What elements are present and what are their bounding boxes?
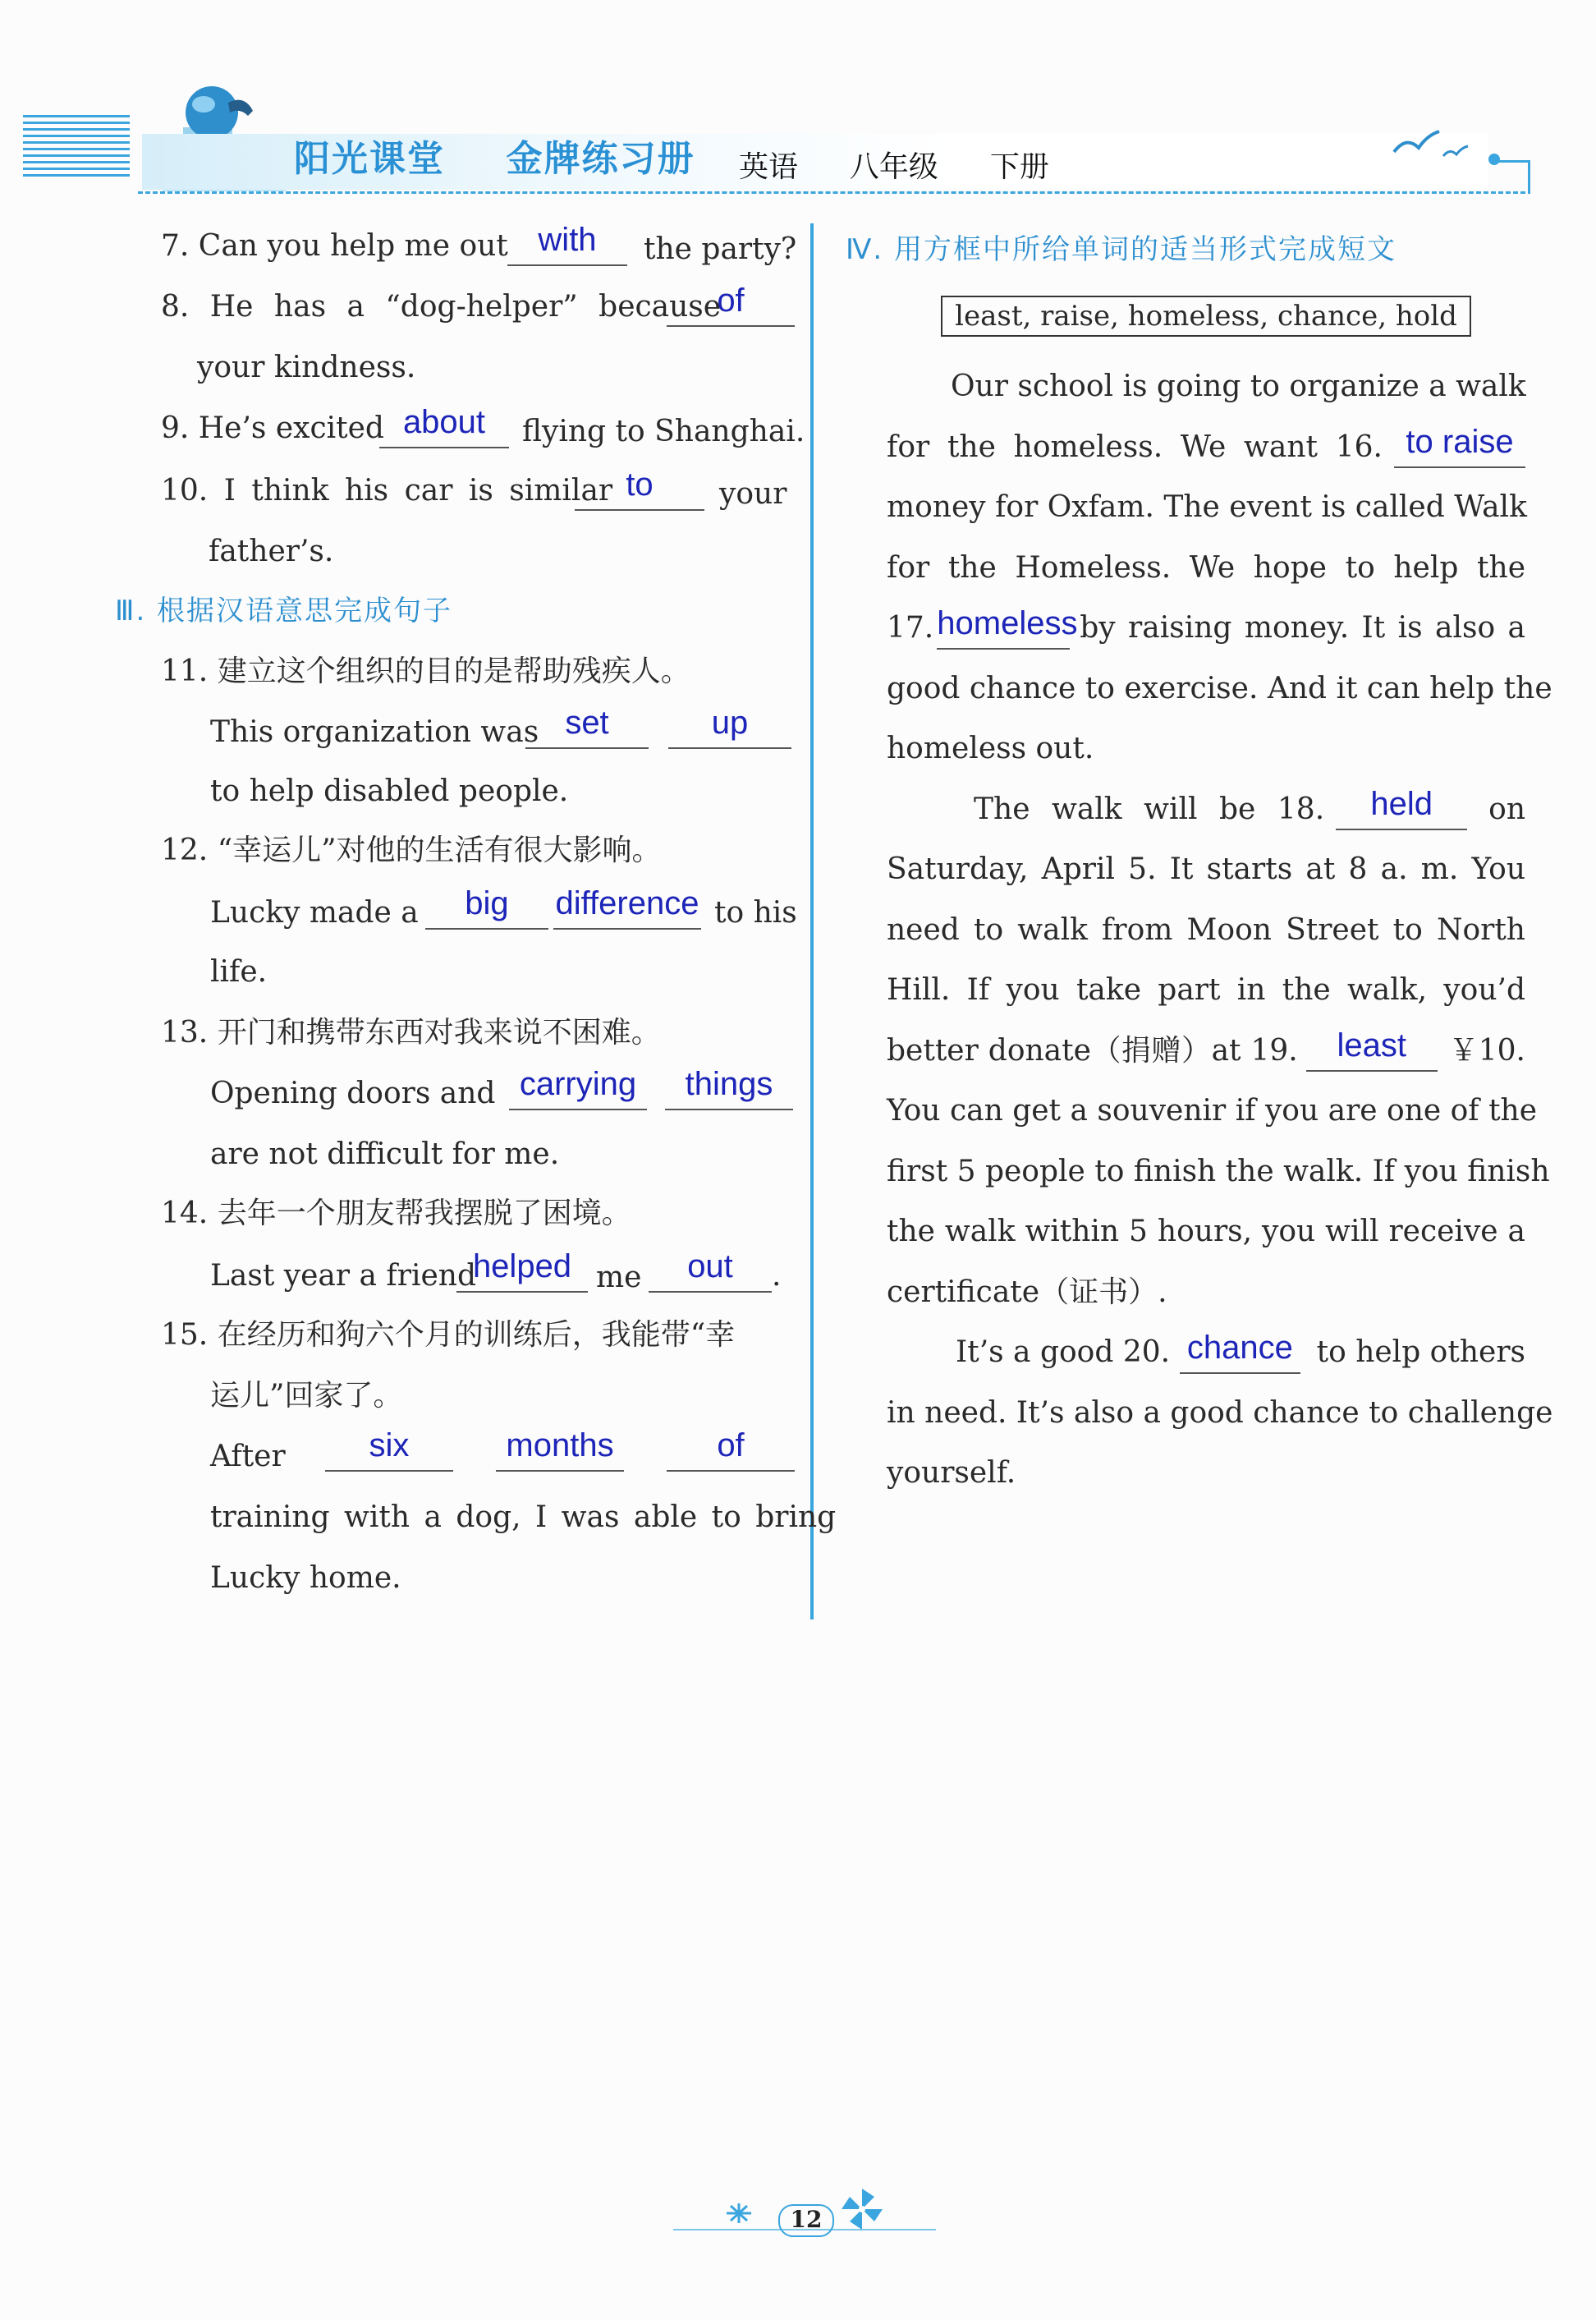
page-footer xyxy=(673,2184,936,2250)
q11-cont: to help disabled people. xyxy=(210,774,569,808)
q11-answer-1: set xyxy=(565,705,609,741)
p2-line-6 xyxy=(887,1081,1538,1142)
q11-blank-2[interactable] xyxy=(668,705,791,749)
q14-blank-1[interactable] xyxy=(456,1248,588,1293)
q10-answer: to xyxy=(626,466,654,503)
p2-line-6-text: You can get a souvenir if you are one of the xyxy=(887,1094,1538,1128)
p2-line-1-end: on xyxy=(1488,792,1525,826)
p1-line-3 xyxy=(887,477,1525,538)
volume-label: 下册 xyxy=(989,150,1049,184)
q9-after: flying to Shanghai. xyxy=(522,415,805,448)
p2-line-8 xyxy=(887,1201,1525,1262)
p2-line-9-text: certificate（证书）. xyxy=(887,1275,1167,1309)
q13-blank-2[interactable] xyxy=(665,1066,793,1110)
q12-cont: life. xyxy=(210,955,268,989)
q12-blank-2[interactable] xyxy=(553,885,701,930)
p1-line-4 xyxy=(887,538,1525,599)
header-rule-end xyxy=(1497,160,1530,194)
brand-title xyxy=(294,129,695,181)
q15-blank-3[interactable] xyxy=(667,1427,795,1472)
q14-answer-2: out xyxy=(687,1248,733,1284)
p3-line-3-text: yourself. xyxy=(887,1456,1016,1490)
brand-name: 阳光课堂 xyxy=(294,138,445,180)
column-divider xyxy=(810,223,814,1619)
p2-line-1 xyxy=(887,779,1525,840)
q15-answer-1: six xyxy=(369,1427,410,1463)
q7-blank[interactable] xyxy=(507,222,627,266)
p2-line-9 xyxy=(887,1262,1525,1323)
q10-blank[interactable] xyxy=(575,466,704,511)
q15-answer-3: of xyxy=(717,1427,745,1463)
q9-blank[interactable] xyxy=(379,404,509,448)
p1-line-6 xyxy=(887,659,1552,719)
q7-answer: with xyxy=(538,222,597,258)
p1-line-1 xyxy=(887,356,1525,417)
header-stripes xyxy=(23,115,130,181)
answer-20: chance xyxy=(1186,1329,1293,1366)
q10-after: your xyxy=(719,477,787,511)
q9-answer: about xyxy=(402,404,486,440)
q7-after: the party? xyxy=(644,232,797,266)
q15-blank-2[interactable] xyxy=(496,1427,624,1472)
series-name: 金牌练习册 xyxy=(506,138,695,180)
p1-line-5-num: 17. xyxy=(887,611,934,645)
q14-chinese: 14. 去年一个朋友帮我摆脱了困境。 xyxy=(161,1197,631,1230)
p2-line-8-text: the walk within 5 hours, you will receive a xyxy=(887,1215,1525,1248)
q15-cont-1: training with a dog, I was able to bring xyxy=(210,1500,837,1534)
answer-17: homeless xyxy=(937,604,1078,641)
p1-line-7 xyxy=(887,719,1525,779)
p3-line-3 xyxy=(887,1443,1525,1504)
q12-answer-1: big xyxy=(465,885,509,921)
q13-blank-1[interactable] xyxy=(509,1066,647,1110)
q13-answer-2: things xyxy=(685,1066,773,1102)
q15-blank-1[interactable] xyxy=(325,1427,453,1472)
p2-line-5 xyxy=(887,1021,1525,1082)
grade-label: 八年级 xyxy=(849,150,938,184)
q8-blank[interactable] xyxy=(667,283,795,327)
q9-text: 9. He’s excited xyxy=(161,411,384,445)
q10-cont: father’s. xyxy=(209,535,334,568)
p3-line-2 xyxy=(887,1383,1553,1444)
q14-answer-1: helped xyxy=(472,1248,572,1284)
q14-text: Last year a friend xyxy=(210,1259,476,1293)
p2-line-5-end: ￥10. xyxy=(1448,1033,1525,1068)
p2-line-4 xyxy=(887,960,1525,1021)
p2-line-2 xyxy=(887,839,1525,900)
p3-line-1-text: It’s a good 20. xyxy=(956,1335,1171,1369)
p2-line-3-text: need to walk from Moon Street to North xyxy=(887,912,1525,947)
q8-answer: of xyxy=(717,283,745,319)
q14-mid: me xyxy=(596,1261,642,1294)
blank-16[interactable] xyxy=(1394,425,1525,468)
p2-line-7-text: first 5 people to finish the walk. If you finish xyxy=(887,1154,1550,1188)
q13-chinese: 13. 开门和携带东西对我来说不困难。 xyxy=(161,1016,661,1050)
blank-18[interactable] xyxy=(1336,788,1467,830)
p3-line-1-end: to help others xyxy=(1316,1335,1525,1369)
q8-text: 8. He has a “dog-helper” because xyxy=(161,290,722,324)
p1-line-3-text: money for Oxfam. The event is called Walk xyxy=(887,490,1527,524)
word-box: least, raise, homeless, chance, hold xyxy=(941,296,1471,337)
blank-17[interactable] xyxy=(937,604,1078,650)
p2-line-3 xyxy=(887,900,1525,961)
header-dot xyxy=(1488,154,1500,165)
p2-line-4-text: Hill. If you take part in the walk, you’d xyxy=(887,973,1525,1007)
pinwheel-icon xyxy=(837,2184,887,2234)
q12-chinese: 12. “幸运儿”对他的生活有很大影响。 xyxy=(161,834,662,867)
q11-blank-1[interactable] xyxy=(525,705,649,749)
p1-line-4-text: for the Homeless. We hope to help the xyxy=(887,550,1525,585)
q12-blank-1[interactable] xyxy=(425,885,548,930)
passage xyxy=(887,356,1553,1504)
page-header xyxy=(23,78,1534,201)
subject-label: 英语 xyxy=(739,150,799,184)
q7-text xyxy=(161,228,508,264)
q14-blank-2[interactable] xyxy=(649,1248,772,1293)
q13-answer-1: carrying xyxy=(519,1066,637,1102)
q11-text: This organization was xyxy=(210,715,539,749)
p2-line-2-text: Saturday, April 5. It starts at 8 a. m. You xyxy=(887,852,1525,886)
q8-cont: your kindness. xyxy=(197,351,416,384)
birds-icon xyxy=(1386,123,1484,164)
q15-cont-2: Lucky home. xyxy=(210,1561,401,1595)
p1-line-6-text: good chance to exercise. And it can help the xyxy=(887,671,1552,705)
q11-chinese: 11. 建立这个组织的目的是帮助残疾人。 xyxy=(161,655,690,688)
blank-19[interactable] xyxy=(1306,1029,1438,1072)
blank-20[interactable] xyxy=(1180,1331,1300,1374)
section-3-title: Ⅲ. 根据汉语意思完成句子 xyxy=(115,595,453,627)
p3-line-2-text: in need. It’s also a good chance to challenge xyxy=(887,1395,1553,1430)
q14-end: . xyxy=(772,1259,782,1293)
page-number: 12 xyxy=(778,2204,834,2237)
q12-answer-2: difference xyxy=(555,885,699,921)
p1-line-2 xyxy=(887,417,1525,478)
p1-line-2-text: for the homeless. We want 16. xyxy=(887,430,1383,464)
p1-line-1-text: Our school is going to organize a walk xyxy=(951,370,1526,403)
header-meta xyxy=(739,144,1049,186)
star-icon xyxy=(722,2201,755,2226)
q15-text: After xyxy=(210,1440,286,1473)
q12-after: to his xyxy=(714,896,797,930)
p1-line-5 xyxy=(887,598,1525,659)
p2-line-1-text: The walk will be 18. xyxy=(974,792,1325,826)
q15-chinese-2: 运儿”回家了。 xyxy=(210,1379,403,1413)
q10-text: 10. I think his car is similar xyxy=(161,474,613,508)
q13-text: Opening doors and xyxy=(210,1077,496,1110)
answer-18: held xyxy=(1370,786,1433,823)
p2-line-7 xyxy=(887,1142,1550,1202)
answer-16: to raise xyxy=(1406,424,1514,461)
p1-line-7-text: homeless out. xyxy=(887,732,1094,765)
answer-19: least xyxy=(1337,1027,1406,1064)
p2-line-5-text: better donate（捐赠）at 19. xyxy=(887,1033,1298,1068)
q11-answer-2: up xyxy=(711,705,749,741)
q7-before: 7. Can you help me out xyxy=(161,229,508,263)
q15-chinese-1: 15. 在经历和狗六个月的训练后，我能带“幸 xyxy=(161,1318,736,1352)
p3-line-1 xyxy=(887,1322,1525,1383)
q12-text: Lucky made a xyxy=(210,896,419,930)
section-4-title: Ⅳ. 用方框中所给单词的适当形式完成短文 xyxy=(846,233,1396,266)
header-dashed-rule xyxy=(138,191,1525,194)
q15-answer-2: months xyxy=(506,1427,614,1463)
q13-cont: are not difficult for me. xyxy=(210,1137,560,1171)
p1-line-5-text: by raising money. It is also a xyxy=(1080,611,1525,645)
